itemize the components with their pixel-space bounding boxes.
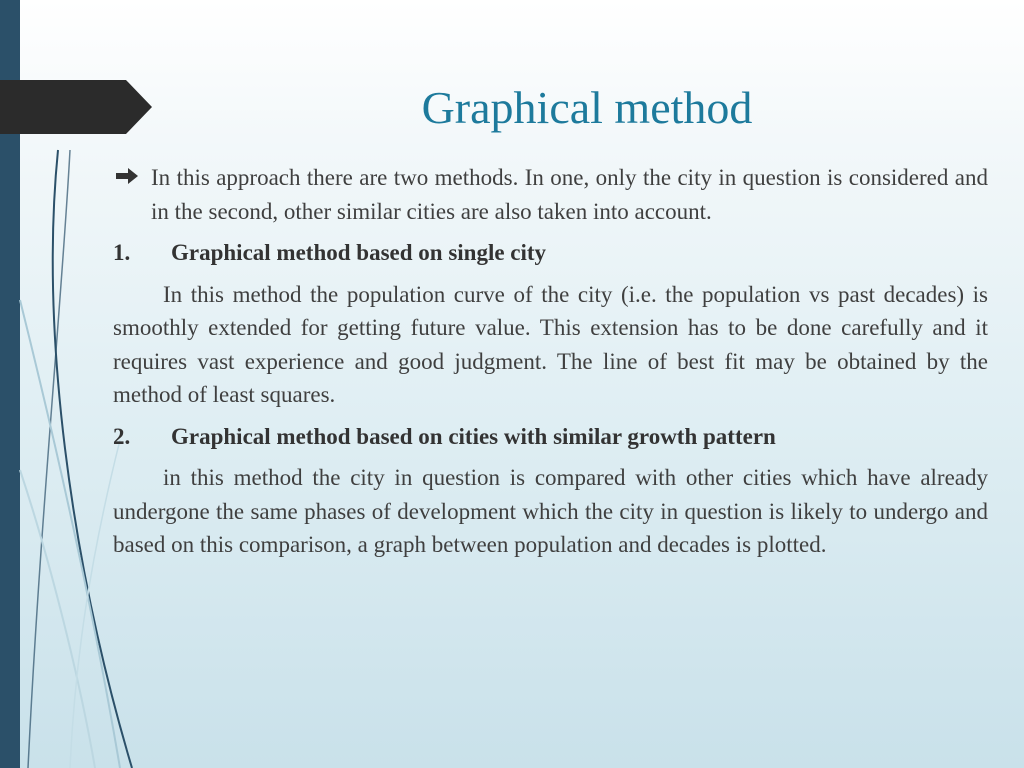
section-1-heading bbox=[113, 236, 988, 270]
slide-title: Graphical method bbox=[421, 82, 753, 133]
section-1-text: In this method the population curve of the city (i.e. the population vs past decades) is smoothly extended for getting future value. This extension has to be done carefully and it requires vast experience and good judgment. The line of best fit may be obtained by the method of least squares. bbox=[113, 281, 988, 407]
section-1-title: Graphical method based on single city bbox=[171, 240, 547, 265]
section-2-title: Graphical method based on cities with similar growth pattern bbox=[171, 423, 776, 449]
section-1-number: 1. bbox=[113, 240, 131, 265]
section-2-number: 2. bbox=[113, 423, 131, 449]
slide-content bbox=[113, 161, 988, 570]
title-tab-shape bbox=[0, 80, 152, 134]
section-2-text: in this method the city in question is compared with other cities which have already undergone the same phases of development which the city in question is likely to undergo and based on this comparison, a graph between population and decades is plotted. bbox=[113, 465, 988, 557]
section-2-heading bbox=[113, 420, 988, 454]
intro-bullet bbox=[113, 161, 988, 228]
intro-bullet-text: In this approach there are two methods. In one, only the city in question is considered and in the second, other similar cities are also taken into account. bbox=[151, 165, 988, 224]
right-arrow-icon bbox=[115, 167, 139, 185]
